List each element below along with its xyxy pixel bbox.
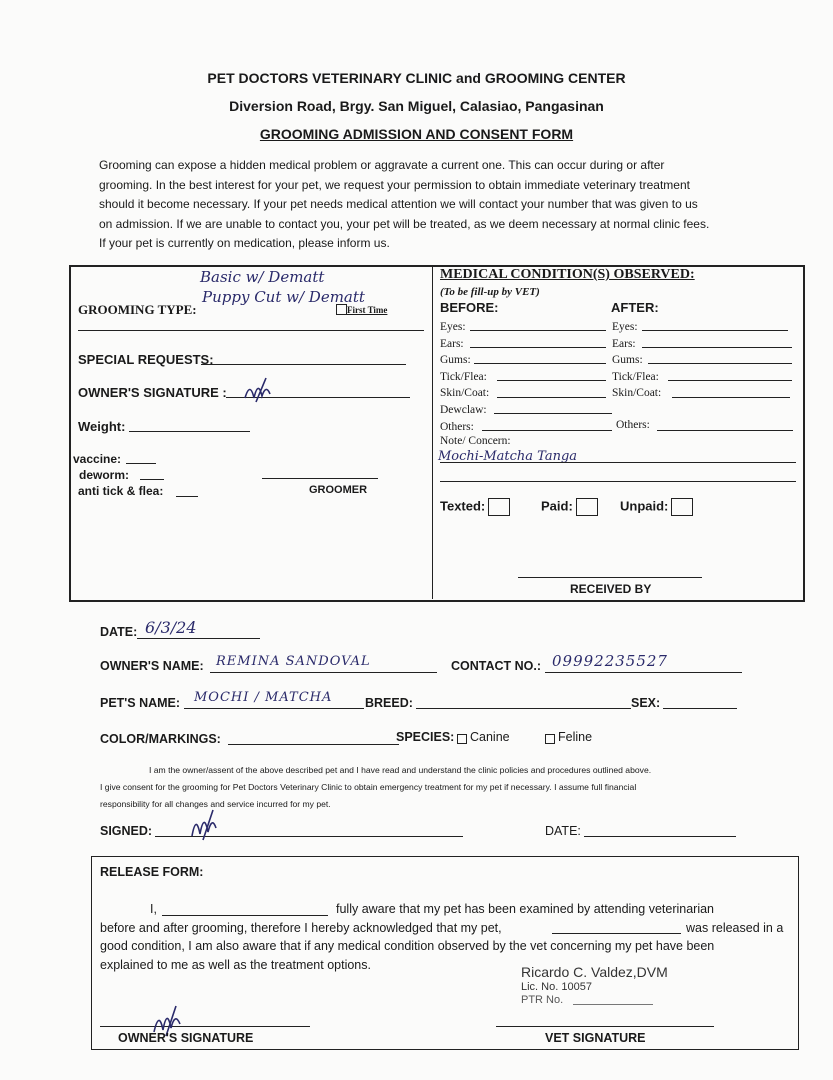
- before-eyes-field[interactable]: [470, 330, 606, 331]
- consent-line: responsibility for all changes and service incurred for my pet.: [100, 799, 331, 809]
- date-line: [137, 638, 260, 639]
- release-line1-a: I,: [150, 902, 157, 916]
- before-item: Tick/Flea:: [440, 370, 487, 383]
- before-label: BEFORE:: [440, 300, 499, 315]
- owner-signature-line[interactable]: [100, 1026, 310, 1027]
- release-form-box: [91, 856, 799, 1050]
- sex-field[interactable]: [663, 708, 737, 709]
- groomer-signature-line[interactable]: [262, 478, 378, 479]
- intro-line: If your pet is currently on medication, please inform us.: [99, 236, 390, 250]
- vet-name-stamp: Ricardo C. Valdez,DVM: [521, 964, 668, 980]
- note-label: Note/ Concern:: [440, 435, 511, 447]
- signed-label: SIGNED:: [100, 824, 153, 838]
- release-name-field[interactable]: [162, 915, 328, 916]
- intro-line: should it become necessary. If your pet needs medical attention we will contact your number that was given to us: [99, 197, 698, 211]
- before-list: [440, 319, 489, 435]
- after-skincoat-field[interactable]: [672, 397, 790, 398]
- paid-group[interactable]: [541, 498, 598, 516]
- anti-tick-field[interactable]: [176, 496, 198, 497]
- form-title: GROOMING ADMISSION AND CONSENT FORM: [259, 126, 574, 142]
- release-title: RELEASE FORM:: [100, 865, 204, 879]
- after-item: Eyes:: [612, 321, 638, 333]
- unpaid-label: Unpaid:: [620, 498, 669, 514]
- grooming-type-value[interactable]: Puppy Cut w/ Dematt: [202, 288, 365, 306]
- after-ears-field[interactable]: [642, 347, 792, 348]
- breed-field[interactable]: [416, 708, 631, 709]
- before-dewclaw-field[interactable]: [494, 413, 612, 414]
- vet-ptr-no: PTR No.: [521, 994, 564, 1006]
- date-value[interactable]: 6/3/24: [145, 618, 197, 637]
- contact-value[interactable]: 09992235527: [552, 652, 668, 670]
- release-line1-b: fully aware that my pet has been examined by attending veterinarian: [336, 902, 715, 916]
- canine-label: Canine: [470, 730, 510, 744]
- species-label: SPECIES:: [396, 730, 455, 744]
- deworm-label: deworm:: [79, 468, 130, 482]
- before-tickflea-field[interactable]: [497, 380, 606, 381]
- feline-label: Feline: [558, 730, 593, 744]
- first-time-label: First Time: [347, 305, 388, 315]
- intro-line: grooming. In the best interest for your pet, we request your permission to obtain immediate veterinary treatment: [99, 177, 690, 192]
- color-markings-label: COLOR/MARKINGS:: [100, 732, 221, 746]
- after-item: Ears:: [612, 337, 636, 350]
- before-others-field[interactable]: [482, 430, 612, 431]
- vet-signature-label: VET SIGNATURE: [545, 1031, 646, 1045]
- weight-field[interactable]: [129, 431, 250, 432]
- grooming-type-line: [78, 330, 424, 331]
- consent-paragraph: [100, 762, 750, 813]
- after-list: [612, 319, 661, 402]
- grooming-type-label: GROOMING TYPE:: [78, 302, 197, 317]
- intro-line: Grooming can expose a hidden medical problem or aggravate a current one. This can occur during or after: [99, 158, 665, 172]
- sex-label: SEX:: [631, 696, 661, 710]
- after-gums-field[interactable]: [648, 363, 792, 364]
- date-label: DATE:: [100, 625, 138, 639]
- intro-line: on admission. If we are unable to contact you, your pet will be treated, as we deem necessary at normal clinic fees.: [99, 216, 710, 231]
- medical-condition-subtitle: (To be fill-up by VET): [440, 286, 540, 298]
- consent-line: I give consent for the grooming for Pet Doctors Veterinary Clinic to obtain emergency treatment for my pet if necessary. I assume full financial: [100, 782, 637, 792]
- grooming-type-handwritten-top: Basic w/ Dematt: [200, 268, 325, 286]
- clinic-name: PET DOCTORS VETERINARY CLINIC and GROOMING CENTER: [207, 70, 626, 86]
- unpaid-group[interactable]: [620, 498, 693, 516]
- special-requests-field[interactable]: [201, 364, 406, 365]
- special-requests-label: SPECIAL REQUESTS:: [78, 352, 214, 367]
- received-by-line[interactable]: [518, 577, 702, 578]
- after-item: Gums:: [612, 354, 643, 367]
- owner-name-line: [210, 672, 437, 673]
- after-item: Tick/Flea:: [612, 370, 659, 383]
- before-item: Dewclaw:: [440, 403, 487, 416]
- release-line2-b: was released in a: [686, 921, 784, 935]
- paid-checkbox[interactable]: [576, 498, 598, 516]
- owner-signature-label: OWNER'S SIGNATURE :: [78, 385, 227, 400]
- canine-checkbox[interactable]: [457, 734, 467, 744]
- weight-label: Weight:: [78, 419, 126, 434]
- vaccine-label: vaccine:: [73, 452, 122, 466]
- after-others-label: Others:: [616, 419, 650, 431]
- release-line2-a: before and after grooming, therefore I hereby acknowledged that my pet,: [100, 921, 502, 935]
- before-item: Skin/Coat:: [440, 387, 490, 400]
- note-line-1: [440, 462, 796, 463]
- color-markings-field[interactable]: [228, 744, 399, 745]
- deworm-field[interactable]: [140, 479, 164, 480]
- before-gums-field[interactable]: [474, 363, 606, 364]
- owner-name-label: OWNER'S NAME:: [100, 659, 204, 673]
- release-owner-signature-label: OWNER'S SIGNATURE: [118, 1031, 254, 1045]
- before-item: Gums:: [440, 354, 471, 367]
- groomer-label: GROOMER: [309, 484, 368, 496]
- before-item: Eyes:: [440, 321, 466, 333]
- before-skincoat-field[interactable]: [497, 397, 606, 398]
- pet-name-value[interactable]: MOCHI / MATCHA: [194, 690, 333, 705]
- vet-ptr-line: [573, 1004, 653, 1005]
- contact-label: CONTACT NO.:: [451, 659, 542, 673]
- before-ears-field[interactable]: [470, 347, 606, 348]
- breed-label: BREED:: [365, 696, 413, 710]
- note-line-2: [440, 481, 796, 482]
- signed-scribble: [188, 808, 224, 842]
- intro-paragraph: [99, 156, 749, 254]
- after-others-field[interactable]: [657, 430, 793, 431]
- paid-label: Paid:: [541, 498, 573, 514]
- first-time-checkbox[interactable]: [336, 304, 347, 315]
- pet-name-label: PET'S NAME:: [100, 696, 181, 710]
- release-pet-field[interactable]: [552, 933, 681, 934]
- owner-signature-scribble: [240, 376, 280, 406]
- after-eyes-field[interactable]: [642, 330, 788, 331]
- texted-label: Texted:: [440, 498, 486, 514]
- note-value[interactable]: Mochi-Matcha Tanga: [438, 449, 578, 464]
- after-item: Skin/Coat:: [612, 387, 662, 400]
- unpaid-checkbox[interactable]: [671, 498, 693, 516]
- anti-tick-label: anti tick & flea:: [78, 484, 164, 498]
- medical-condition-title: MEDICAL CONDITION(S) OBSERVED:: [440, 267, 695, 282]
- received-by-label: RECEIVED BY: [570, 582, 652, 596]
- vet-signature-line[interactable]: [496, 1026, 714, 1027]
- after-label: AFTER:: [611, 300, 659, 315]
- vet-lic-no: Lic. No. 10057: [521, 981, 592, 993]
- clinic-address: Diversion Road, Brgy. San Miguel, Calasiao, Pangasinan: [229, 98, 604, 114]
- contact-line: [545, 672, 742, 673]
- after-tickflea-field[interactable]: [668, 380, 792, 381]
- column-divider: [432, 266, 433, 599]
- release-line3: good condition, I am also aware that if any medical condition observed by the vet concerning my pet have been: [100, 939, 715, 953]
- feline-checkbox[interactable]: [545, 734, 555, 744]
- texted-group[interactable]: [440, 498, 510, 516]
- release-line4: explained to me as well as the treatment options.: [100, 958, 371, 972]
- pet-name-line: [184, 708, 364, 709]
- texted-checkbox[interactable]: [488, 498, 510, 516]
- consent-line: I am the owner/assent of the above described pet and I have read and understand the clinic policies and procedures outlined above.: [149, 765, 652, 775]
- signed-date-label: DATE:: [545, 824, 581, 838]
- owner-name-value[interactable]: REMINA SANDOVAL: [216, 654, 371, 669]
- vaccine-field[interactable]: [126, 463, 156, 464]
- before-item: Others:: [440, 420, 474, 433]
- signed-date-field[interactable]: [584, 836, 736, 837]
- before-item: Ears:: [440, 337, 464, 350]
